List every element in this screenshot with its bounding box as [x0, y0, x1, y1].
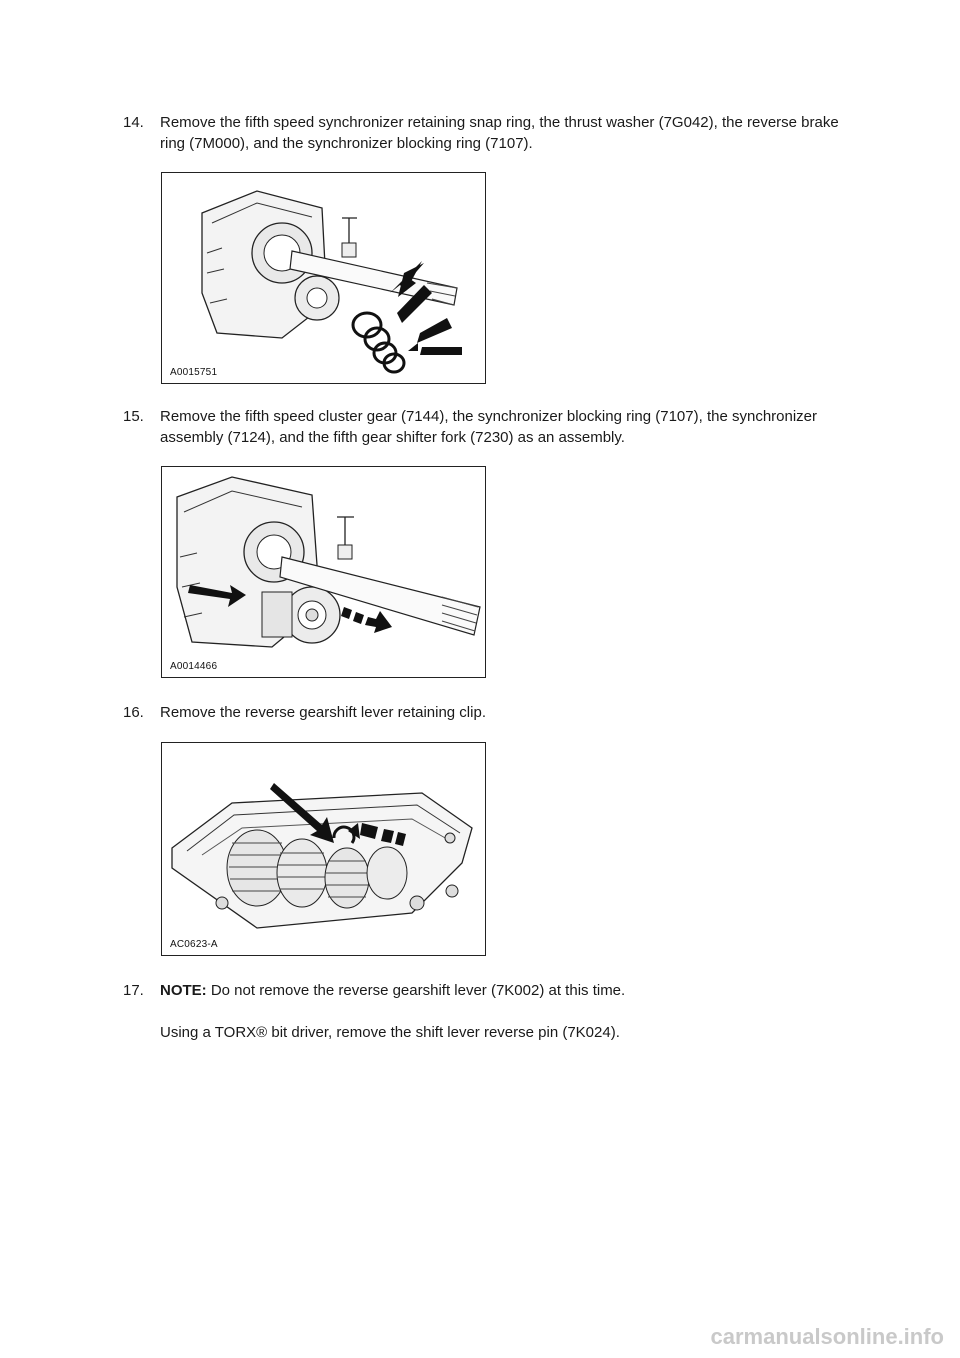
- figure-cluster-gear-removal: [161, 466, 486, 678]
- step-number: 14.: [123, 114, 144, 131]
- note-text: Do not remove the reverse gearshift lever (7K002) at this time.: [206, 982, 626, 999]
- transmission-illustration: [162, 467, 486, 678]
- step-number: 17.: [123, 982, 144, 999]
- step-text: Remove the reverse gearshift lever retaining clip.: [160, 704, 486, 721]
- figure-id-label: AC0623-A: [170, 939, 218, 950]
- note-label: NOTE:: [160, 982, 207, 999]
- note-line: [160, 980, 860, 1001]
- transmission-illustration: [162, 743, 486, 956]
- step-text: Remove the fifth speed synchronizer retaining snap ring, the thrust washer (7G042), the reverse brake ring (7M000), and the synchronizer blocking ring (7107).: [160, 114, 839, 152]
- step-number: 15.: [123, 408, 144, 425]
- transmission-illustration: [162, 173, 486, 384]
- step-text: Using a TORX® bit driver, remove the shift lever reverse pin (7K024).: [160, 1024, 620, 1041]
- step-text: Remove the fifth speed cluster gear (7144), the synchronizer blocking ring (7107), the synchronizer assembly (7124), and the fifth gear shifter fork (7230) as an assembly.: [160, 408, 818, 446]
- watermark-logo: carmanualsonline.info: [710, 1324, 944, 1349]
- figure-retaining-clip-removal: [161, 742, 486, 956]
- figure-snap-ring-removal: [161, 172, 486, 384]
- figure-id-label: A0014466: [170, 661, 218, 672]
- figure-id-label: A0015751: [170, 367, 218, 378]
- step-number: 16.: [123, 704, 144, 721]
